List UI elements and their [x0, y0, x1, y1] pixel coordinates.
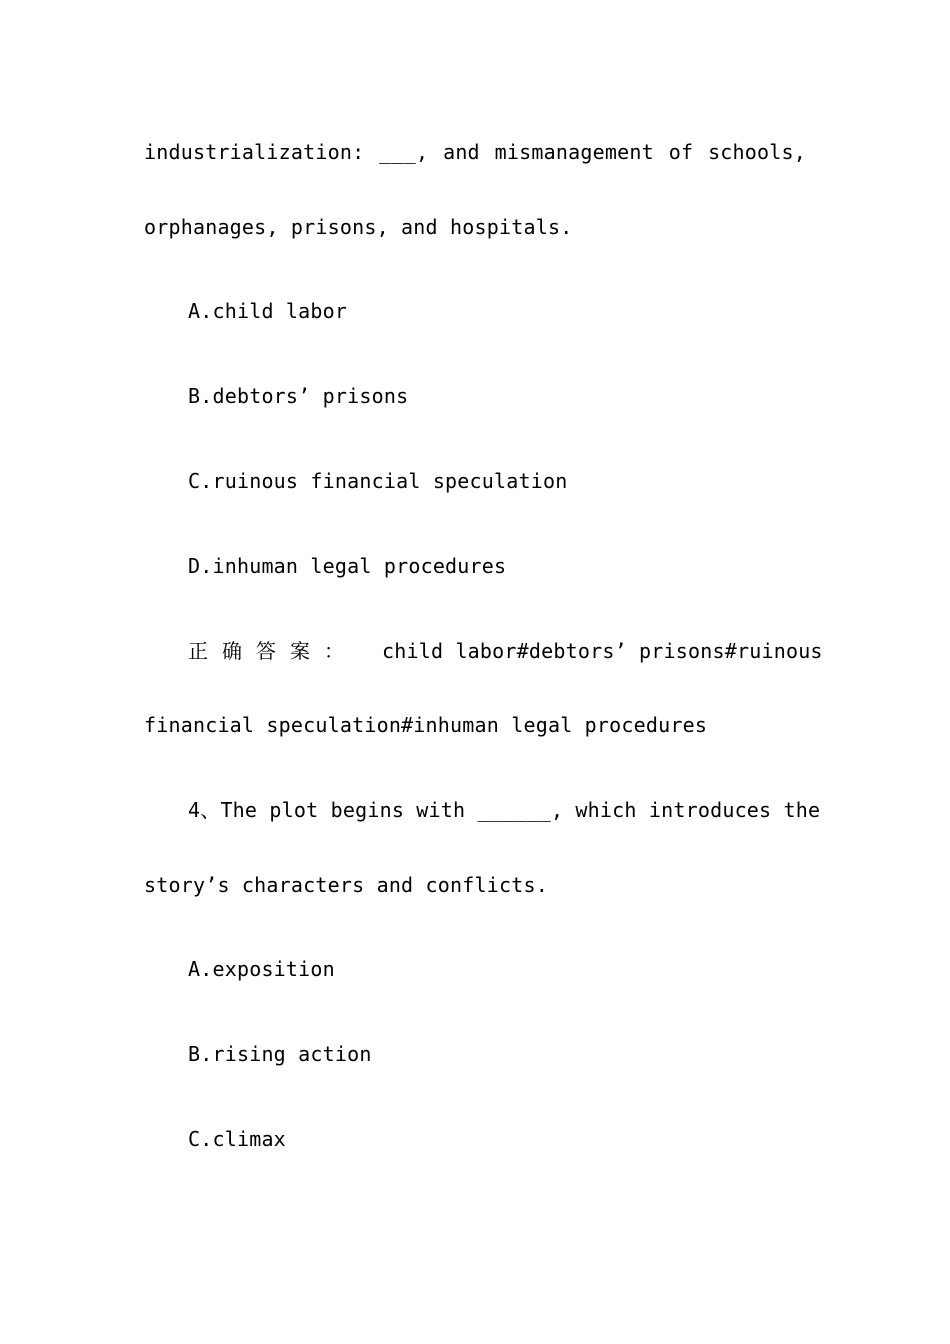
question-3-text-line-2: orphanages, prisons, and hospitals.: [144, 215, 573, 239]
question-4-option-c: C.climax: [188, 1127, 286, 1151]
question-4-text-line-1: 4、The plot begins with ______, which introduces the: [188, 798, 821, 822]
question-3-option-c: C.ruinous financial speculation: [188, 469, 568, 493]
correct-answer-label: 正确答案：: [188, 639, 358, 663]
question-3-text-line-1: industrialization: ___, and mismanagement of schools,: [144, 140, 806, 164]
question-3-option-a: A.child labor: [188, 299, 348, 323]
question-4-option-a: A.exposition: [188, 957, 335, 981]
question-4-text-line-2: story’s characters and conflicts.: [144, 873, 548, 897]
question-4-option-b: B.rising action: [188, 1042, 372, 1066]
question-3-answer-line-2: financial speculation#inhuman legal procedures: [144, 713, 708, 737]
question-3-option-d: D.inhuman legal procedures: [188, 554, 507, 578]
question-3-answer-line-1: [188, 638, 823, 664]
question-3-option-b: B.debtors’ prisons: [188, 384, 409, 408]
correct-answer-text: child labor#debtors’ prisons#ruinous: [382, 639, 823, 663]
